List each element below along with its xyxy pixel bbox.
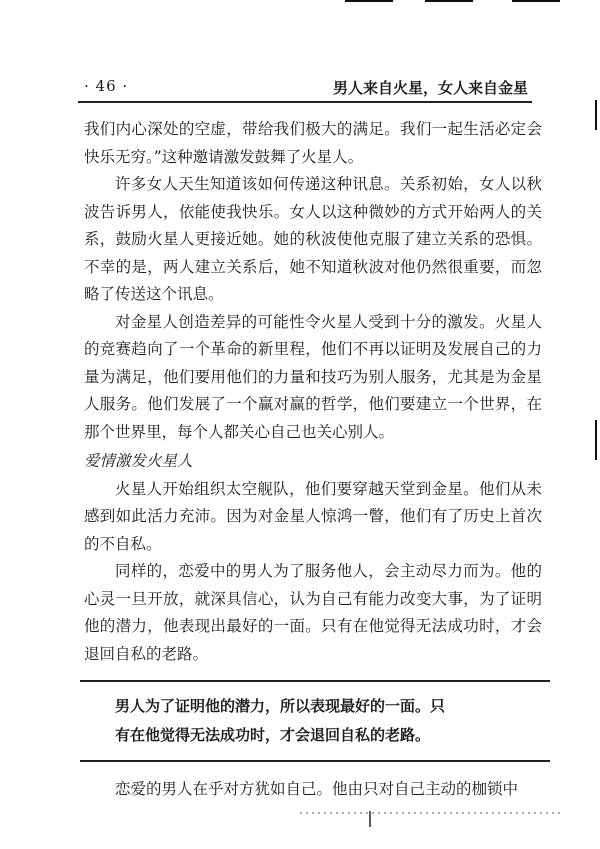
paragraph: 我们内心深处的空虚，带给我们极大的满足。我们一起生活必定会快乐无穷。”这种邀请激发鼓舞了火星人。	[84, 120, 542, 166]
pull-quote-text	[84, 682, 542, 760]
pull-quote-line: 男人为了证明他的潜力，所以表现最好的一面。只	[115, 697, 446, 715]
pull-quote-bottom-rule	[80, 760, 550, 762]
paragraph: 火星人开始组织太空舰队，他们要穿越天堂到金星。他们从未感到如此活力充沛。因为对金星人惊鸿一瞥，他们有了历史上首次的不自私。	[84, 479, 542, 553]
paragraph: 许多女人天生知道该如何传递这种讯息。关系初始，女人以秋波告诉男人，依能使我快乐。女人以这种微妙的方式开始两人的关系，鼓励火星人更接近她。她的秋波使他克服了建立关系的恐惧。不幸的是，两人建立关系后，她不知道秋波对他仍然很重要，而忽略了传送这个讯息。	[84, 175, 542, 303]
page-number: · 46 ·	[84, 77, 129, 95]
running-title: 男人来自火星，女人来自金星	[332, 79, 528, 97]
page-header	[84, 74, 528, 100]
page-body	[84, 116, 542, 804]
scan-mark-top-3	[512, 0, 560, 2]
scan-mark-top-2	[425, 0, 473, 2]
scan-mark-right-1	[595, 100, 597, 130]
scan-mark-top-1	[345, 0, 393, 2]
scan-mark-bottom	[300, 809, 560, 829]
paragraph: 恋爱的男人在乎对方犹如自己。他由只对自己主动的枷锁中	[115, 780, 519, 798]
header-rule	[78, 101, 532, 103]
pull-quote	[84, 680, 542, 762]
pull-quote-line: 有在他觉得无法成功时，才会退回自私的老路。	[115, 726, 431, 744]
scan-mark-right-2	[595, 420, 597, 460]
paragraph: 对金星人创造差异的可能性令火星人受到十分的激发。火星人的竞赛趋向了一个革命的新里程，他们不再以证明及发展自己的力量为满足，他们要用他们的力量和技巧为别人服务，尤其是为金星人服务。他们发展了一个赢对赢的哲学，他们要建立一个世界，在那个世界里，每个人都关心自己也关心别人。	[84, 312, 542, 441]
section-heading: 爱情激发火星人	[84, 452, 193, 470]
paragraph: 同样的，恋爱中的男人为了服务他人，会主动尽力而为。他的心灵一旦开放，就深具信心，认为自己有能力改变大事，为了证明他的潜力，他表现出最好的一面。只有在他觉得无法成功时，才会退回自私的老路。	[84, 562, 542, 663]
